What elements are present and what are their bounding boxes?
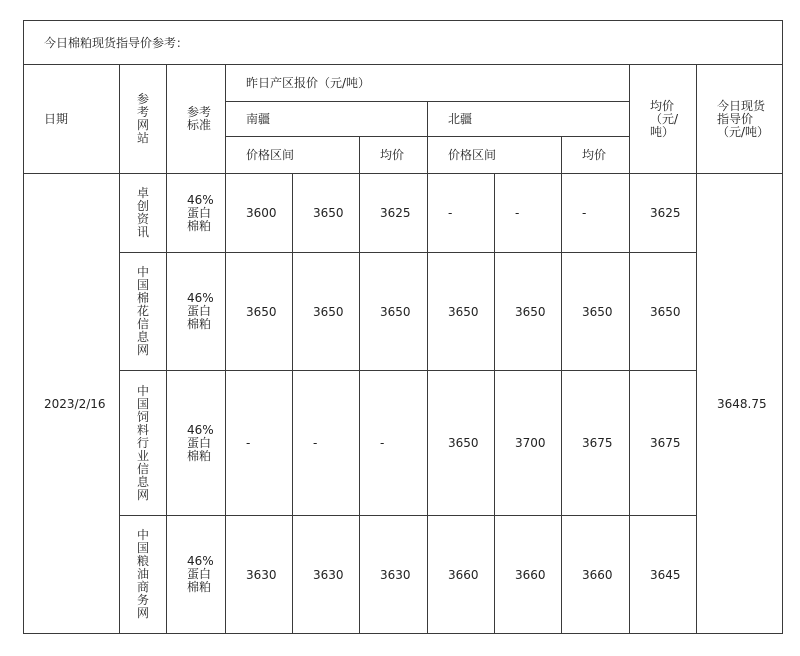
standard-cell: 46%蛋白棉粕: [167, 516, 226, 634]
header-south-range: 价格区间: [226, 137, 360, 174]
north-high-cell: 3700: [495, 371, 562, 516]
north-low-cell: 3650: [428, 371, 495, 516]
header-site: 参考网站: [120, 65, 167, 174]
header-north: 北疆: [428, 102, 630, 137]
north-high-cell: -: [495, 174, 562, 253]
north-low-cell: 3660: [428, 516, 495, 634]
south-avg-cell: 3650: [360, 253, 428, 371]
header-date: 日期: [24, 65, 120, 174]
site-cell: 中国粮油商务网: [120, 516, 167, 634]
table-row: [24, 253, 783, 371]
south-avg-cell: 3625: [360, 174, 428, 253]
table-row: [24, 174, 783, 253]
south-avg-cell: -: [360, 371, 428, 516]
date-cell: 2023/2/16: [24, 174, 120, 634]
south-high-cell: 3650: [293, 253, 360, 371]
north-high-cell: 3650: [495, 253, 562, 371]
today-price-cell: 3648.75: [697, 174, 783, 634]
standard-cell: 46%蛋白棉粕: [167, 371, 226, 516]
south-low-cell: 3650: [226, 253, 293, 371]
table-row: [24, 371, 783, 516]
south-avg-cell: 3630: [360, 516, 428, 634]
north-low-cell: -: [428, 174, 495, 253]
site-cell: 中国饲料行业信息网: [120, 371, 167, 516]
header-north-range: 价格区间: [428, 137, 562, 174]
site-cell: 卓创资讯: [120, 174, 167, 253]
site-cell: 中国棉花信息网: [120, 253, 167, 371]
table-row: [24, 516, 783, 634]
south-high-cell: 3650: [293, 174, 360, 253]
avg-cell: 3675: [630, 371, 697, 516]
avg-cell: 3650: [630, 253, 697, 371]
south-low-cell: 3630: [226, 516, 293, 634]
header-standard: 参考标准: [167, 65, 226, 174]
south-low-cell: 3600: [226, 174, 293, 253]
table-title: 今日棉粕现货指导价参考：: [24, 21, 783, 65]
header-north-avg: 均价: [562, 137, 630, 174]
north-avg-cell: 3660: [562, 516, 630, 634]
avg-cell: 3645: [630, 516, 697, 634]
header-avg: 均价（元/吨）: [630, 65, 697, 174]
header-south-avg: 均价: [360, 137, 428, 174]
header-south: 南疆: [226, 102, 428, 137]
north-avg-cell: 3650: [562, 253, 630, 371]
standard-cell: 46%蛋白棉粕: [167, 174, 226, 253]
header-yesterday-quote: 昨日产区报价（元/吨）: [226, 65, 630, 102]
avg-cell: 3625: [630, 174, 697, 253]
price-table: [23, 20, 783, 634]
north-avg-cell: -: [562, 174, 630, 253]
south-high-cell: -: [293, 371, 360, 516]
south-high-cell: 3630: [293, 516, 360, 634]
standard-cell: 46%蛋白棉粕: [167, 253, 226, 371]
north-avg-cell: 3675: [562, 371, 630, 516]
north-low-cell: 3650: [428, 253, 495, 371]
header-today-guide: 今日现货指导价（元/吨）: [697, 65, 783, 174]
south-low-cell: -: [226, 371, 293, 516]
north-high-cell: 3660: [495, 516, 562, 634]
